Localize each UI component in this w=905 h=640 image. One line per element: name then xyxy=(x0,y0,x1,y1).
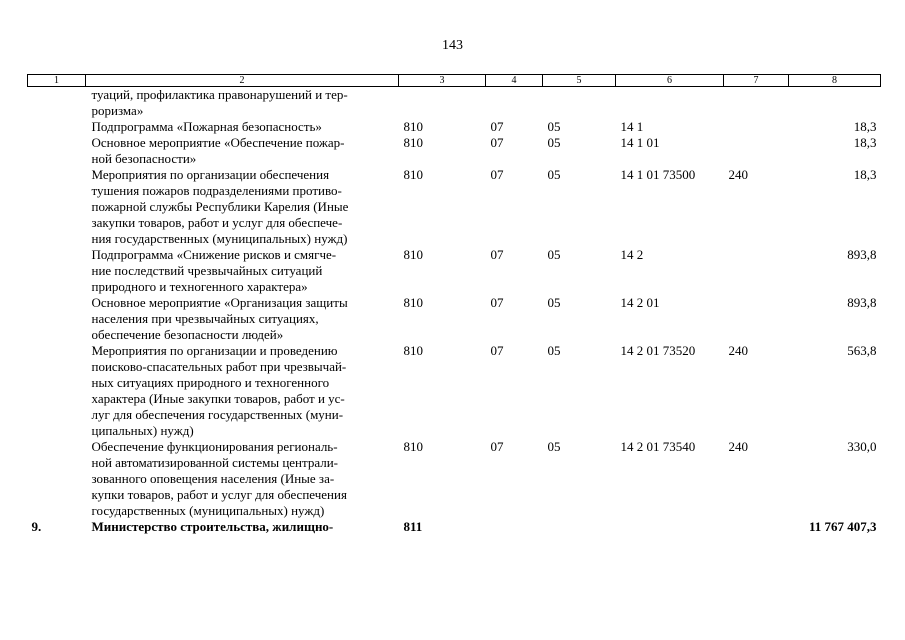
table-row xyxy=(28,167,881,247)
row-section xyxy=(486,519,543,535)
row-ministry-code: 810 xyxy=(403,295,423,310)
header-cell-4: 4 xyxy=(486,75,543,87)
row-index xyxy=(28,135,86,167)
row-amount: 11 767 407,3 xyxy=(808,519,877,534)
row-section: 07 xyxy=(490,167,504,182)
table-row xyxy=(28,119,881,135)
row-index xyxy=(28,247,86,295)
row-section xyxy=(486,87,543,120)
table-body xyxy=(28,87,881,536)
row-subsection xyxy=(543,87,616,120)
row-target-article: 14 1 01 xyxy=(620,135,660,150)
row-target-article: 14 1 xyxy=(620,119,644,134)
row-index xyxy=(28,87,86,120)
row-ministry-code: 811 xyxy=(403,519,423,534)
header-cell-8: 8 xyxy=(789,75,881,87)
row-subsection: 05 xyxy=(547,295,561,310)
row-expense-type xyxy=(724,119,789,135)
table-row xyxy=(28,135,881,167)
header-row xyxy=(28,75,881,87)
row-ministry-code: 810 xyxy=(403,119,423,134)
row-expense-type xyxy=(724,87,789,120)
row-index xyxy=(28,439,86,519)
row-name: Основное мероприятие «Обеспечение пожар- ной безопасности» xyxy=(91,135,345,166)
row-expense-type xyxy=(724,295,789,343)
row-index: 9. xyxy=(31,519,42,534)
row-subsection: 05 xyxy=(547,119,561,134)
row-expense-type: 240 xyxy=(728,343,748,358)
row-section: 07 xyxy=(490,343,504,358)
row-amount: 18,3 xyxy=(853,167,877,182)
row-name: Мероприятия по организации обеспечения тушения пожаров подразделениями противо- пожарной службы Республики Карелия (Иные закупки товаров, работ и услуг для обеспече- ния государственных (муниципальных) нужд) xyxy=(91,167,349,246)
header-cell-2: 2 xyxy=(86,75,399,87)
budget-table xyxy=(27,74,881,535)
row-subsection: 05 xyxy=(547,247,561,262)
row-amount: 893,8 xyxy=(847,247,877,262)
row-ministry-code: 810 xyxy=(403,343,423,358)
row-index xyxy=(28,119,86,135)
row-section: 07 xyxy=(490,247,504,262)
row-section: 07 xyxy=(490,135,504,150)
row-target-article: 14 1 01 73500 xyxy=(620,167,696,182)
row-section: 07 xyxy=(490,119,504,134)
row-expense-type xyxy=(724,247,789,295)
row-subsection: 05 xyxy=(547,167,561,182)
table-row xyxy=(28,439,881,519)
row-name: туаций, профилактика правонарушений и тер- роризма» xyxy=(91,87,348,118)
row-ministry-code: 810 xyxy=(403,167,423,182)
page-number: 143 xyxy=(442,38,463,53)
row-name: Подпрограмма «Снижение рисков и смягче- ние последствий чрезвычайных ситуаций природного и техногенного характера» xyxy=(91,247,337,294)
row-target-article xyxy=(616,519,724,535)
header-cell-7: 7 xyxy=(724,75,789,87)
row-name: Мероприятия по организации и проведению поисково-спасательных работ при чрезвычай- ных ситуациях природного и техногенного характера (Иные закупки товаров, работ и ус- луг для обеспечения государственных (муни- ципальных) нужд) xyxy=(91,343,347,438)
row-subsection xyxy=(543,519,616,535)
row-amount: 18,3 xyxy=(853,135,877,150)
table-row xyxy=(28,343,881,439)
row-name: Обеспечение функционирования региональ- ной автоматизированной системы централи- зованного оповещения населения (Иные за- купки товаров, работ и услуг для обеспечения государственных (муниципальных) нужд) xyxy=(91,439,347,518)
row-expense-type xyxy=(724,519,789,535)
row-section: 07 xyxy=(490,295,504,310)
row-expense-type xyxy=(724,135,789,167)
row-target-article xyxy=(616,87,724,120)
row-subsection: 05 xyxy=(547,135,561,150)
row-amount: 893,8 xyxy=(847,295,877,310)
row-amount: 18,3 xyxy=(853,119,877,134)
row-target-article: 14 2 01 xyxy=(620,295,660,310)
header-cell-5: 5 xyxy=(543,75,616,87)
table-row xyxy=(28,519,881,535)
row-name: Подпрограмма «Пожарная безопасность» xyxy=(91,119,322,134)
row-index xyxy=(28,167,86,247)
row-index xyxy=(28,295,86,343)
row-amount xyxy=(789,87,881,120)
row-expense-type: 240 xyxy=(728,167,748,182)
table-row xyxy=(28,295,881,343)
row-target-article: 14 2 01 73540 xyxy=(620,439,696,454)
table-row xyxy=(28,87,881,120)
row-subsection: 05 xyxy=(547,343,561,358)
row-ministry-code: 810 xyxy=(403,135,423,150)
row-ministry-code xyxy=(399,87,486,120)
row-index xyxy=(28,343,86,439)
row-target-article: 14 2 xyxy=(620,247,644,262)
row-expense-type: 240 xyxy=(728,439,748,454)
row-name: Основное мероприятие «Организация защиты населения при чрезвычайных ситуациях, обеспечение безопасности людей» xyxy=(91,295,348,342)
row-name: Министерство строительства, жилищно- xyxy=(91,519,334,534)
header-cell-1: 1 xyxy=(28,75,86,87)
row-ministry-code: 810 xyxy=(403,439,423,454)
row-subsection: 05 xyxy=(547,439,561,454)
table-row xyxy=(28,247,881,295)
row-amount: 563,8 xyxy=(847,343,877,358)
row-target-article: 14 2 01 73520 xyxy=(620,343,696,358)
header-cell-6: 6 xyxy=(616,75,724,87)
row-ministry-code: 810 xyxy=(403,247,423,262)
row-amount: 330,0 xyxy=(847,439,877,454)
row-section: 07 xyxy=(490,439,504,454)
header-cell-3: 3 xyxy=(399,75,486,87)
